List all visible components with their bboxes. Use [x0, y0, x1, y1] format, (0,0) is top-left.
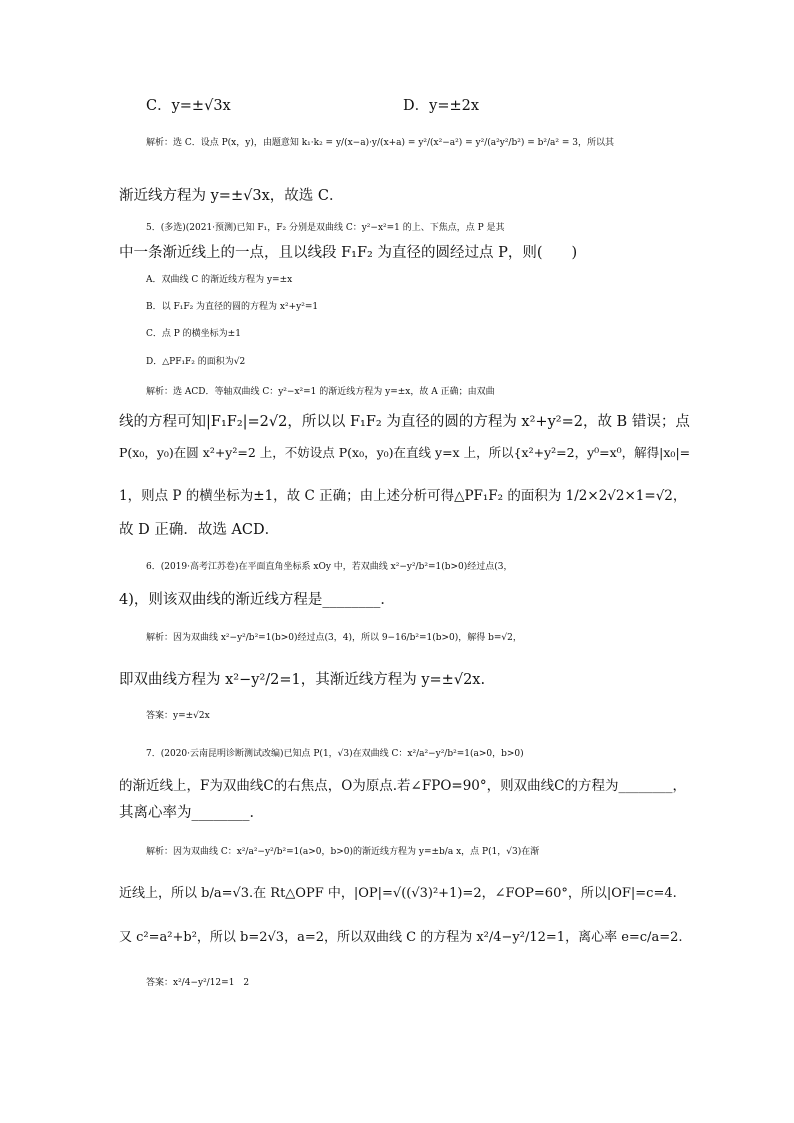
q4-option-d: D．y=±2x — [403, 98, 480, 114]
q5-stem-line-2: 中一条渐近线上的一点，且以线段 F₁F₂ 为直径的圆经过点 P，则( ) — [119, 245, 578, 261]
q7-stem-line-1: 7．(2020·云南昆明诊断测试改编)已知点 P(1，√3)在双曲线 C：x²/a²−y²/b²=1(a>0，b>0) — [146, 749, 524, 759]
q5-solution-line-4: 1，则点 P 的横坐标为±1，故 C 正确；由上述分析可得△PF₁F₂ 的面积为 1/2×2√2×1=√2， — [119, 488, 687, 504]
q5-solution-line-2: 线的方程可知|F₁F₂|=2√2，所以以 F₁F₂ 为直径的圆的方程为 x²+y²=2，故 B 错误；点 — [119, 414, 690, 430]
q5-option-d: D．△PF₁F₂ 的面积为√2 — [146, 357, 246, 367]
q5-stem-line-1: 5．(多选)(2021·预测)已知 F₁，F₂ 分别是双曲线 C：y²−x²=1 的上、下焦点，点 P 是其 — [146, 223, 505, 233]
q5-option-c: C．点 P 的横坐标为±1 — [146, 329, 241, 339]
q7-solution-line-3: 又 c²=a²+b²，所以 b=2√3，a=2，所以双曲线 C 的方程为 x²/4−y²/12=1，离心率 e=c/a=2. — [119, 930, 683, 945]
q5-option-a: A．双曲线 C 的渐近线方程为 y=±x — [146, 275, 293, 285]
q4-option-c: C．y=±√3x — [146, 98, 231, 114]
q6-solution-line-2: 即双曲线方程为 x²−y²/2=1，其渐近线方程为 y=±√2x. — [119, 672, 486, 688]
q6-stem-line-2: 4)，则该双曲线的渐近线方程是________． — [119, 592, 395, 608]
q7-solution-line-2: 近线上，所以 b/a=√3.在 Rt△OPF 中，|OP|=√((√3)²+1)=2，∠FOP=60°，所以|OF|=c=4. — [119, 886, 677, 901]
q7-solution-line-1: 解析：因为双曲线 C：x²/a²−y²/b²=1(a>0，b>0)的渐近线方程为 y=±b/a x，点 P(1，√3)在渐 — [146, 847, 540, 857]
q5-solution-line-3: P(x₀，y₀)在圆 x²+y²=2 上，不妨设点 P(x₀，y₀)在直线 y=x 上，所以{x²+y²=2，y⁰=x⁰，解得|x₀|= — [119, 445, 691, 460]
q6-solution-line-1: 解析：因为双曲线 x²−y²/b²=1(b>0)经过点(3，4)，所以 9−16/b²=1(b>0)，解得 b=√2， — [146, 633, 522, 643]
q6-answer: 答案：y=±√2x — [146, 711, 210, 721]
q7-answer: 答案：x²/4−y²/12=1 2 — [146, 978, 250, 988]
q5-option-b: B．以 F₁F₂ 为直径的圆的方程为 x²+y²=1 — [146, 302, 319, 312]
q4-solution-line-1: 解析：选 C．设点 P(x，y)，由题意知 k₁·k₂ = y/(x−a)·y/(x+a) = y²/(x²−a²) = y²/(a²y²/b²) = b²/a² = 3，所以其 — [146, 138, 614, 148]
q4-solution-line-2: 渐近线方程为 y=±√3x，故选 C． — [119, 188, 344, 204]
q7-stem-line-2: 的渐近线上，F为双曲线C的右焦点，O为原点.若∠FPO=90°，则双曲线C的方程为________， — [119, 778, 686, 794]
q7-stem-line-3: 其离心率为________． — [119, 805, 264, 821]
q5-solution-line-1: 解析：选 ACD．等轴双曲线 C：y²−x²=1 的渐近线方程为 y=±x，故 A 正确；由双曲 — [146, 387, 495, 397]
q5-solution-line-5: 故 D 正确．故选 ACD． — [119, 522, 280, 538]
q6-stem-line-1: 6．(2019·高考江苏卷)在平面直角坐标系 xOy 中，若双曲线 x²−y²/b²=1(b>0)经过点(3， — [146, 562, 513, 572]
